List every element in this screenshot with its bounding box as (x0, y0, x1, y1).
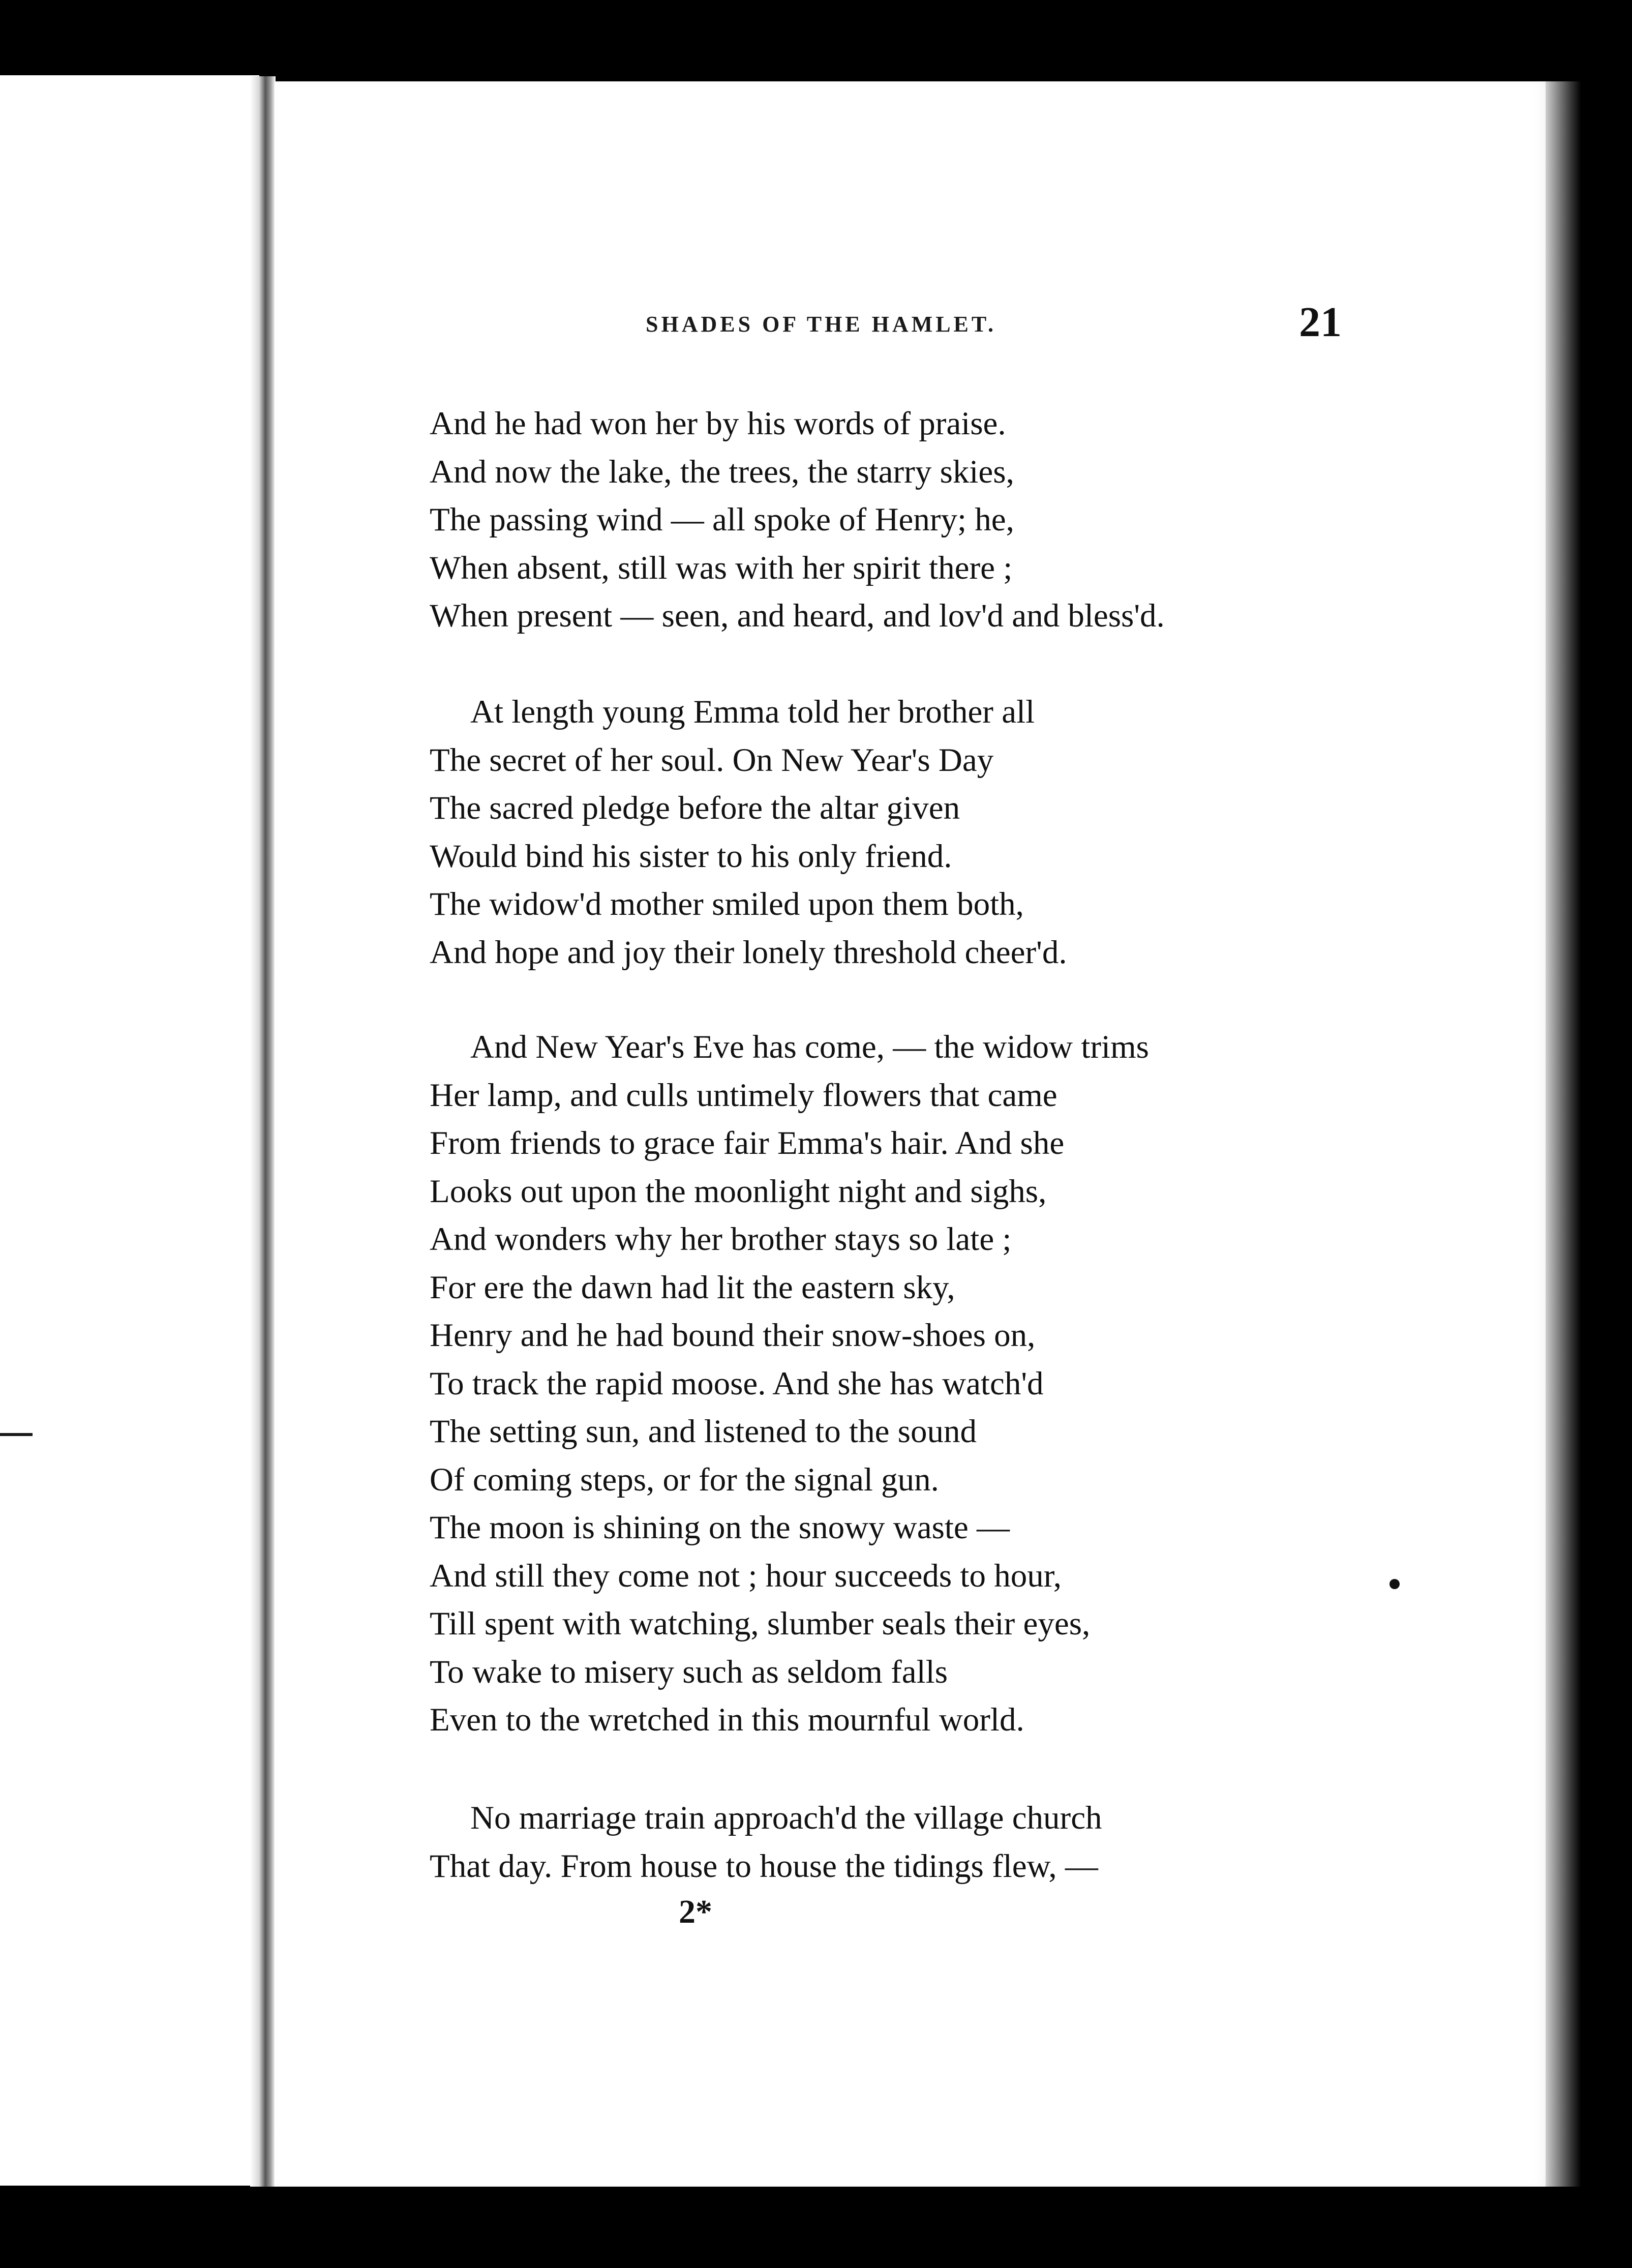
verse-line: That day. From house to house the tidings flew, — (430, 1847, 1098, 1885)
verse-line: Looks out upon the moonlight night and sighs, (430, 1173, 1047, 1210)
verse-line: The widow'd mother smiled upon them both, (430, 886, 1024, 922)
stanza-2 (430, 688, 1067, 976)
verse-line: Henry and he had bound their snow-shoes on, (430, 1317, 1036, 1354)
verse-line: And now the lake, the trees, the starry skies, (430, 453, 1014, 490)
verse-line: And wonders why her brother stays so late ; (430, 1221, 1012, 1258)
page-edge-shadow (1546, 81, 1581, 2187)
verse-line: And hope and joy their lonely threshold cheer'd. (430, 934, 1067, 971)
verse-line: When present — seen, and heard, and lov'd and bless'd. (430, 598, 1165, 634)
verse-line: No marriage train approach'd the village church (470, 1800, 1102, 1836)
ink-speck (1389, 1579, 1400, 1589)
verse-line: The secret of her soul. On New Year's Day (430, 741, 994, 779)
verse-line: And New Year's Eve has come, — the widow trims (470, 1029, 1149, 1065)
verse-line: At length young Emma told her brother all (470, 694, 1035, 730)
running-head: SHADES OF THE HAMLET. (646, 312, 996, 337)
verse-line: The passing wind — all spoke of Henry; he, (430, 501, 1014, 538)
left-page-edge (0, 75, 259, 2186)
verse-line: Of coming steps, or for the signal gun. (430, 1461, 939, 1498)
verse-line: Till spent with watching, slumber seals their eyes, (430, 1605, 1091, 1642)
page-number: 21 (1299, 299, 1342, 346)
verse-line: The sacred pledge before the altar given (430, 790, 960, 826)
verse-line: The moon is shining on the snowy waste — (430, 1509, 1010, 1546)
stanza-4 (430, 1794, 1102, 1890)
verse-line: To wake to misery such as seldom falls (430, 1653, 948, 1690)
stanza-3 (430, 1023, 1149, 1744)
verse-line: Her lamp, and culls untimely flowers that came (430, 1077, 1057, 1114)
margin-mark (0, 1433, 33, 1436)
verse-line: From friends to grace fair Emma's hair. And she (430, 1125, 1065, 1161)
verse-line: To track the rapid moose. And she has watch'd (430, 1365, 1044, 1402)
verse-line: When absent, still was with her spirit there ; (430, 549, 1013, 586)
verse-line: And still they come not ; hour succeeds to hour, (430, 1557, 1062, 1594)
verse-line: Would bind his sister to his only friend. (430, 838, 952, 875)
book-gutter (250, 76, 276, 2187)
signature-mark: 2* (679, 1893, 712, 1930)
verse-line: Even to the wretched in this mournful world. (430, 1702, 1024, 1738)
verse-line: And he had won her by his words of praise. (430, 405, 1006, 442)
verse-line: The setting sun, and listened to the sound (430, 1413, 977, 1450)
verse-line: For ere the dawn had lit the eastern sky, (430, 1269, 955, 1306)
stanza-1 (430, 400, 1165, 640)
